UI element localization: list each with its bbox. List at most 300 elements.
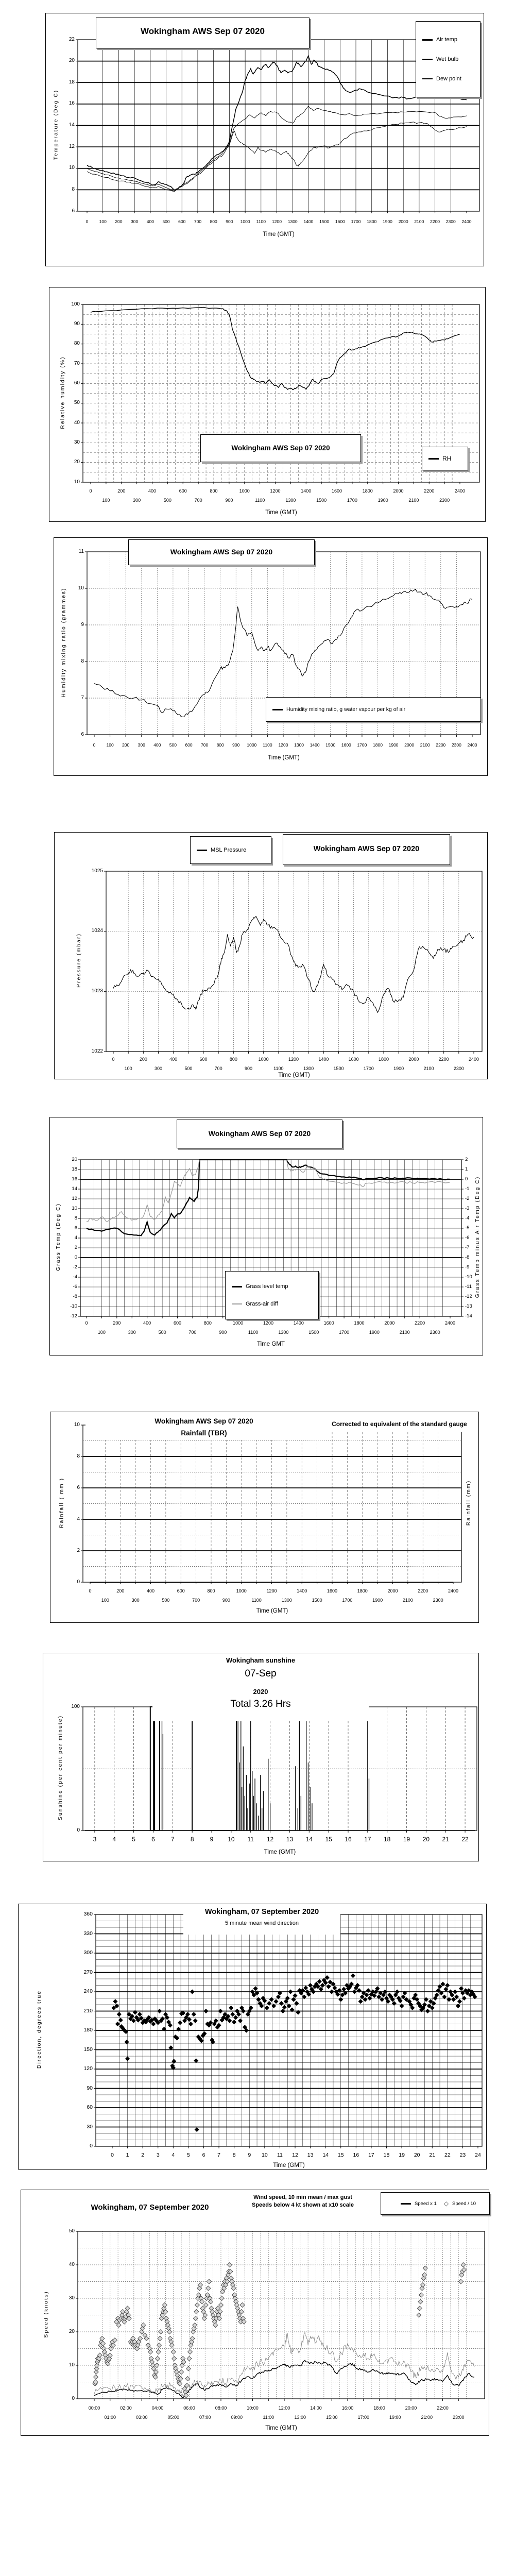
- x-tick-label: 2200: [438, 1057, 449, 1062]
- x-tick-label: 800: [210, 488, 218, 494]
- chart-title-line: Wokingham AWS Sep 07 2020: [141, 26, 265, 36]
- y-tick-label: 0: [77, 1579, 80, 1585]
- x-tick-label: 11:00: [263, 2415, 274, 2420]
- x-tick-label: 1400: [318, 1057, 329, 1062]
- chart-title-box: [200, 434, 361, 462]
- y-tick-label: 10: [68, 165, 75, 171]
- x-tick-label: 6: [202, 2152, 205, 2158]
- x-tick-label: 800: [203, 1320, 212, 1326]
- y-tick-label: 40: [74, 419, 80, 426]
- chart-title-box: [128, 539, 315, 565]
- x-tick-label: 1900: [377, 498, 388, 503]
- legend-diamond-icon: ◇: [443, 2200, 449, 2207]
- x-tick-label: 300: [131, 219, 139, 224]
- chart-title-line: Corrected to equivalent of the standard gauge: [332, 1420, 467, 1428]
- y2-tick-label: -7: [465, 1244, 470, 1250]
- x-tick-label: 1600: [323, 1320, 334, 1326]
- x-tick-label: 1800: [354, 1320, 365, 1326]
- x-tick-label: 0: [111, 2152, 114, 2158]
- x-tick-label: 1800: [373, 742, 383, 748]
- legend-line-icon: [428, 458, 439, 460]
- x-tick-label: 13: [307, 2152, 314, 2158]
- y2-tick-label: -2: [465, 1195, 470, 1201]
- y-tick-label: 30: [68, 2295, 75, 2301]
- x-tick-label: 1800: [362, 488, 373, 494]
- x-tick-label: 23: [459, 2152, 466, 2158]
- x-tick-label: 2000: [384, 1320, 395, 1326]
- x-tick-label: 2400: [467, 742, 477, 748]
- x-tick-label: 2400: [454, 488, 466, 494]
- y-tick-label: 100: [71, 301, 80, 307]
- x-tick-label: 1800: [378, 1057, 389, 1062]
- x-tick-label: 12: [292, 2152, 298, 2158]
- y-tick-label: 16: [68, 100, 75, 107]
- x-tick-label: 2300: [433, 1598, 443, 1603]
- x-tick-label: 2100: [423, 1066, 434, 1071]
- x-tick-label: 2400: [461, 219, 472, 224]
- x-tick-label: 900: [225, 498, 233, 503]
- x-tick-label: 1100: [254, 498, 265, 503]
- x-tick-label: 600: [199, 1057, 208, 1062]
- x-tick-label: 1600: [327, 1588, 338, 1594]
- y2-tick-label: -8: [465, 1254, 470, 1260]
- chart-wind-speed: [21, 2190, 489, 2436]
- y-tick-label: 70: [74, 360, 80, 366]
- x-axis-title: Time (GMT): [278, 1072, 310, 1078]
- x-tick-label: 20: [422, 1836, 430, 1843]
- x-tick-label: 2100: [420, 742, 430, 748]
- x-tick-label: 4: [171, 2152, 175, 2158]
- chart-title-box: [177, 1120, 342, 1148]
- x-tick-label: 15: [337, 2152, 344, 2158]
- x-tick-label: 9: [210, 1836, 214, 1843]
- y-tick-label: 240: [83, 1988, 93, 1995]
- x-tick-label: 200: [113, 1320, 121, 1326]
- x-tick-label: 16:00: [341, 2405, 354, 2411]
- chart-title-box: [321, 1418, 478, 1432]
- y-axis-title: Relative humidity (%): [59, 355, 65, 429]
- x-tick-label: 600: [179, 488, 187, 494]
- x-tick-label: 12:00: [278, 2405, 290, 2411]
- y-axis-title: Sunshine (per cent per minute): [57, 1715, 63, 1821]
- y-tick-label: 10: [74, 479, 80, 485]
- x-tick-label: 600: [178, 219, 186, 224]
- x-tick-label: 1400: [303, 219, 314, 224]
- legend-label: Wet bulb: [436, 56, 459, 62]
- legend-label: Grass level temp: [246, 1283, 288, 1290]
- x-tick-label: 4: [112, 1836, 116, 1843]
- x-axis-title: Time (GMT): [264, 1849, 296, 1855]
- x-tick-label: 1300: [285, 498, 296, 503]
- x-tick-label: 400: [146, 1588, 155, 1594]
- y-tick-label: -10: [70, 1303, 77, 1309]
- legend-label: Humidity mixing ratio, g water vapour per kg of air: [286, 706, 406, 713]
- x-tick-label: 2000: [387, 1588, 398, 1594]
- legend-entry: [401, 2201, 437, 2207]
- x-tick-label: 400: [169, 1057, 178, 1062]
- x-axis-title: Time (GMT): [256, 1608, 288, 1614]
- x-tick-label: 2200: [418, 1588, 428, 1594]
- x-tick-label: 2300: [430, 1330, 440, 1335]
- x-tick-label: 1100: [256, 219, 266, 224]
- y-tick-label: 8: [81, 658, 84, 664]
- y2-tick-label: -13: [465, 1303, 472, 1309]
- y-tick-label: 270: [83, 1969, 93, 1975]
- x-tick-label: 1900: [393, 1066, 404, 1071]
- chart-title-box: [152, 1654, 369, 1721]
- x-tick-label: 1700: [351, 219, 361, 224]
- y-tick-label: 60: [87, 2104, 93, 2111]
- x-tick-label: 1800: [367, 219, 377, 224]
- x-tick-label: 900: [244, 1066, 253, 1071]
- x-tick-label: 2400: [468, 1057, 479, 1062]
- x-tick-label: 2200: [430, 219, 440, 224]
- x-tick-label: 700: [194, 498, 202, 503]
- x-tick-label: 1300: [281, 1598, 292, 1603]
- y2-tick-label: -14: [465, 1313, 472, 1319]
- x-tick-label: 1500: [333, 1066, 344, 1071]
- y-axis-title: Temperature (Deg C): [53, 89, 59, 160]
- x-tick-label: 1000: [239, 488, 250, 494]
- x-tick-label: 23:00: [452, 2415, 465, 2420]
- x-tick-label: 1600: [341, 742, 351, 748]
- x-tick-label: 1800: [357, 1588, 368, 1594]
- legend-label: Speed x 1: [415, 2200, 437, 2207]
- x-tick-label: 8: [232, 2152, 236, 2158]
- x-tick-label: 15:00: [325, 2415, 338, 2420]
- x-tick-label: 800: [207, 1588, 215, 1594]
- x-axis-title: Time (GMT): [265, 2425, 297, 2431]
- y2-tick-label: 1: [465, 1166, 468, 1172]
- x-tick-label: 18:00: [373, 2405, 385, 2411]
- x-tick-label: 1900: [372, 1598, 383, 1603]
- y-tick-label: -4: [73, 1274, 77, 1280]
- x-tick-label: 1100: [251, 1598, 262, 1603]
- x-tick-label: 07:00: [199, 2415, 211, 2420]
- x-tick-label: 15: [325, 1836, 332, 1843]
- x-tick-label: 01:00: [104, 2415, 116, 2420]
- x-tick-label: 2200: [436, 742, 446, 748]
- x-tick-label: 700: [192, 1598, 200, 1603]
- chart-title-box: [283, 834, 450, 865]
- chart-title-line: Wokingham AWS Sep 07 2020: [170, 548, 273, 556]
- x-tick-label: 500: [162, 219, 170, 224]
- x-tick-label: 22:00: [437, 2405, 449, 2411]
- y-tick-label: -12: [70, 1313, 77, 1319]
- x-tick-label: 200: [117, 488, 126, 494]
- legend-entry: [272, 706, 405, 713]
- x-tick-label: 09:00: [231, 2415, 243, 2420]
- x-tick-label: 600: [185, 742, 193, 748]
- y-tick-label: 18: [68, 79, 75, 85]
- x-tick-label: 10:00: [247, 2405, 259, 2411]
- legend-label: RH: [442, 455, 452, 462]
- y-tick-label: 11: [78, 548, 84, 554]
- x-tick-label: 13:00: [294, 2415, 306, 2420]
- y2-tick-label: -5: [465, 1225, 470, 1231]
- x-tick-label: 700: [194, 219, 202, 224]
- x-tick-label: 12: [266, 1836, 274, 1843]
- y-tick-label: 8: [77, 1453, 80, 1459]
- x-tick-label: 1200: [288, 1057, 299, 1062]
- x-tick-label: 2100: [399, 1330, 410, 1335]
- x-tick-label: 1700: [339, 1330, 350, 1335]
- chart-title-line: Wokingham AWS Sep 07 2020: [154, 1417, 253, 1425]
- legend-line-icon: [272, 709, 283, 710]
- x-tick-label: 2400: [448, 1588, 459, 1594]
- x-tick-label: 22: [461, 1836, 469, 1843]
- y-tick-label: 6: [81, 731, 84, 737]
- x-tick-label: 2300: [453, 1066, 464, 1071]
- x-tick-label: 300: [131, 1598, 140, 1603]
- legend: [422, 447, 468, 470]
- legend-entry: [422, 76, 461, 82]
- x-tick-label: 10: [261, 2152, 268, 2158]
- x-axis-title: Time (GMT): [268, 755, 300, 761]
- y-tick-label: 20: [68, 2328, 75, 2334]
- chart-title-line: Rainfall (TBR): [181, 1429, 227, 1437]
- y-tick-label: 1023: [91, 988, 103, 994]
- x-tick-label: 200: [122, 742, 130, 748]
- x-tick-label: 24: [475, 2152, 481, 2158]
- y2-tick-label: 2: [465, 1156, 468, 1162]
- chart-title-line: 07-Sep: [245, 1668, 277, 1679]
- y-tick-label: 100: [71, 1703, 80, 1709]
- x-tick-label: 0: [89, 488, 92, 494]
- x-tick-label: 300: [138, 742, 145, 748]
- x-tick-label: 1: [126, 2152, 129, 2158]
- chart-title-box: [183, 1906, 340, 1935]
- x-tick-label: 2000: [408, 1057, 419, 1062]
- y-tick-label: 6: [72, 208, 75, 214]
- x-tick-label: 21:00: [421, 2415, 433, 2420]
- y-tick-label: 8: [74, 1215, 77, 1221]
- x-tick-label: 500: [158, 1330, 166, 1335]
- x-tick-label: 9: [248, 2152, 251, 2158]
- x-tick-label: 1200: [270, 488, 281, 494]
- chart-title-box: [238, 2193, 367, 2215]
- chart-msl-pressure: [54, 832, 488, 1079]
- x-tick-label: 2300: [451, 742, 461, 748]
- x-tick-label: 19: [403, 1836, 410, 1843]
- y-axis-title: Humidity mixing ratio (grammes): [60, 587, 66, 698]
- legend-entry: [422, 37, 457, 43]
- y-tick-label: 40: [68, 2261, 75, 2267]
- x-tick-label: 800: [216, 742, 224, 748]
- y-tick-label: 4: [74, 1234, 77, 1241]
- y-tick-label: 50: [74, 400, 80, 406]
- chart-title-line: Wokingham AWS Sep 07 2020: [313, 845, 420, 853]
- y-tick-label: 330: [83, 1930, 93, 1937]
- y-axis-title: Speed (knots): [43, 2290, 49, 2338]
- x-tick-label: 14: [322, 2152, 329, 2158]
- x-tick-label: 00:00: [88, 2405, 100, 2411]
- x-tick-label: 1100: [248, 1330, 259, 1335]
- x-tick-label: 100: [124, 1066, 132, 1071]
- chart-title-line: Wokingham, 07 September 2020: [204, 1908, 319, 1916]
- x-tick-label: 200: [116, 1588, 125, 1594]
- y2-tick-label: -10: [465, 1274, 472, 1280]
- x-tick-label: 04:00: [151, 2405, 164, 2411]
- x-tick-label: 800: [229, 1057, 237, 1062]
- x-tick-label: 08:00: [215, 2405, 227, 2411]
- x-tick-label: 1400: [301, 488, 312, 494]
- x-tick-label: 1200: [272, 219, 282, 224]
- y-axis-title: Direction, degrees true: [36, 1990, 42, 2069]
- y-tick-label: 360: [83, 1911, 93, 1918]
- x-tick-label: 400: [148, 488, 157, 494]
- y-tick-label: 12: [68, 143, 75, 149]
- x-tick-label: 2000: [398, 219, 408, 224]
- legend: [381, 2192, 490, 2215]
- legend-line-icon: [401, 2203, 411, 2205]
- x-tick-label: 06:00: [183, 2405, 195, 2411]
- legend-label: Speed / 10: [452, 2200, 476, 2207]
- x-tick-label: 0: [85, 1320, 88, 1326]
- x-tick-label: 2300: [445, 219, 456, 224]
- y2-axis-title: Grass Temp minus Air Temp (Deg C): [474, 1176, 480, 1298]
- x-tick-label: 1500: [312, 1598, 322, 1603]
- y-tick-label: 0: [77, 1827, 80, 1833]
- x-tick-label: 100: [102, 498, 110, 503]
- y-tick-label: 300: [83, 1950, 93, 1956]
- y-tick-label: 8: [72, 186, 75, 192]
- y-tick-label: 4: [77, 1516, 80, 1522]
- legend-entry: [232, 1301, 278, 1307]
- legend-entry: [428, 455, 451, 462]
- x-tick-label: 300: [133, 498, 141, 503]
- chart-title-line: Wind speed, 10 min mean / max gust: [253, 2194, 352, 2200]
- x-tick-label: 200: [115, 219, 123, 224]
- y-axis-title: Rainfall ( mm ): [58, 1477, 64, 1528]
- x-tick-label: 2000: [393, 488, 404, 494]
- legend: [416, 21, 480, 97]
- x-tick-label: 1200: [263, 1320, 274, 1326]
- y-axis-title: Grass Temp (Deg C): [55, 1202, 61, 1272]
- x-tick-label: 7: [217, 2152, 220, 2158]
- legend-entry: [232, 1283, 288, 1290]
- chart-title-line: Wokingham, 07 September 2020: [91, 2203, 209, 2212]
- legend-entry: [197, 847, 246, 853]
- y-tick-label: 7: [81, 694, 84, 701]
- x-tick-label: 1300: [294, 742, 304, 748]
- x-tick-label: 19: [399, 2152, 405, 2158]
- y-tick-label: 30: [87, 2123, 93, 2130]
- chart-relative-humidity: [49, 287, 486, 522]
- y-tick-label: 120: [83, 2065, 93, 2072]
- x-tick-label: 1900: [369, 1330, 380, 1335]
- y2-tick-label: -9: [465, 1264, 470, 1270]
- x-tick-label: 500: [162, 1598, 170, 1603]
- x-tick-label: 400: [143, 1320, 151, 1326]
- y-tick-label: 9: [81, 621, 84, 628]
- y-tick-label: 22: [68, 36, 75, 42]
- legend-line-icon: [422, 39, 433, 41]
- chart-title-line: Speeds below 4 kt shown at x10 scale: [251, 2202, 354, 2208]
- x-tick-label: 2300: [439, 498, 450, 503]
- x-tick-label: 1700: [347, 498, 357, 503]
- x-tick-label: 2100: [408, 498, 419, 503]
- y2-tick-label: -6: [465, 1234, 470, 1241]
- x-tick-label: 7: [170, 1836, 175, 1843]
- chart-canvas: [49, 287, 486, 522]
- x-tick-label: 1300: [303, 1066, 314, 1071]
- x-tick-label: 3: [156, 2152, 160, 2158]
- y-tick-label: 0: [74, 1254, 77, 1260]
- y-tick-label: 1022: [91, 1048, 103, 1054]
- y-tick-label: 18: [72, 1166, 77, 1172]
- chart-title-line: Total 3.26 Hrs: [230, 1699, 291, 1709]
- x-tick-label: 02:00: [120, 2405, 132, 2411]
- x-tick-label: 03:00: [135, 2415, 148, 2420]
- x-tick-label: 1700: [342, 1598, 353, 1603]
- y-tick-label: 1024: [91, 928, 103, 934]
- x-tick-label: 14:00: [310, 2405, 322, 2411]
- y-tick-label: 20: [68, 58, 75, 64]
- x-tick-label: 1600: [335, 219, 345, 224]
- x-tick-label: 0: [89, 1588, 92, 1594]
- x-tick-label: 400: [146, 219, 154, 224]
- y-tick-label: 90: [74, 320, 80, 327]
- x-tick-label: 16: [345, 1836, 352, 1843]
- chart-canvas: [21, 2190, 490, 2436]
- y-tick-label: 14: [72, 1185, 77, 1192]
- x-tick-label: 2: [141, 2152, 145, 2158]
- x-tick-label: 0: [112, 1057, 115, 1062]
- x-tick-label: 100: [97, 1330, 106, 1335]
- x-tick-label: 600: [173, 1320, 182, 1326]
- x-tick-label: 13: [286, 1836, 294, 1843]
- chart-title-line: 5 minute mean wind direction: [225, 1920, 299, 1926]
- y-tick-label: 20: [72, 1156, 77, 1162]
- x-axis-title: Time (GMT): [273, 2162, 305, 2168]
- chart-humidity-mixing-ratio: [54, 537, 488, 776]
- chart-title-box: [70, 2203, 230, 2215]
- x-tick-label: 2100: [402, 1598, 413, 1603]
- x-tick-label: 1900: [388, 742, 399, 748]
- x-tick-label: 18: [383, 2152, 390, 2158]
- x-tick-label: 5: [132, 1836, 135, 1843]
- x-tick-label: 1600: [331, 488, 342, 494]
- x-tick-label: 8: [190, 1836, 194, 1843]
- x-tick-label: 05:00: [167, 2415, 180, 2420]
- y-tick-label: 6: [77, 1484, 80, 1490]
- x-tick-label: 700: [188, 1330, 197, 1335]
- x-tick-label: 1400: [297, 1588, 307, 1594]
- chart-canvas: [19, 1904, 487, 2170]
- y-tick-label: 180: [83, 2027, 93, 2033]
- legend-label: MSL Pressure: [211, 847, 247, 853]
- y-tick-label: 12: [72, 1195, 77, 1201]
- x-tick-label: 17: [364, 1836, 371, 1843]
- y-tick-label: -6: [73, 1283, 77, 1290]
- chart-title-line: 2020: [253, 1688, 268, 1696]
- legend: [225, 1271, 319, 1319]
- x-tick-label: 17:00: [357, 2415, 370, 2420]
- legend-line-icon: [232, 1286, 242, 1287]
- x-tick-label: 100: [99, 219, 107, 224]
- x-tick-label: 0: [93, 742, 96, 748]
- y2-tick-label: -12: [465, 1293, 472, 1299]
- x-tick-label: 1000: [240, 219, 250, 224]
- x-tick-label: 21: [429, 2152, 436, 2158]
- y-tick-label: 20: [74, 459, 80, 465]
- y-tick-label: 1025: [91, 868, 103, 874]
- x-tick-label: 1500: [316, 498, 327, 503]
- x-tick-label: 1100: [273, 1066, 284, 1071]
- y-tick-label: 10: [74, 1421, 80, 1428]
- x-tick-label: 1100: [263, 742, 272, 748]
